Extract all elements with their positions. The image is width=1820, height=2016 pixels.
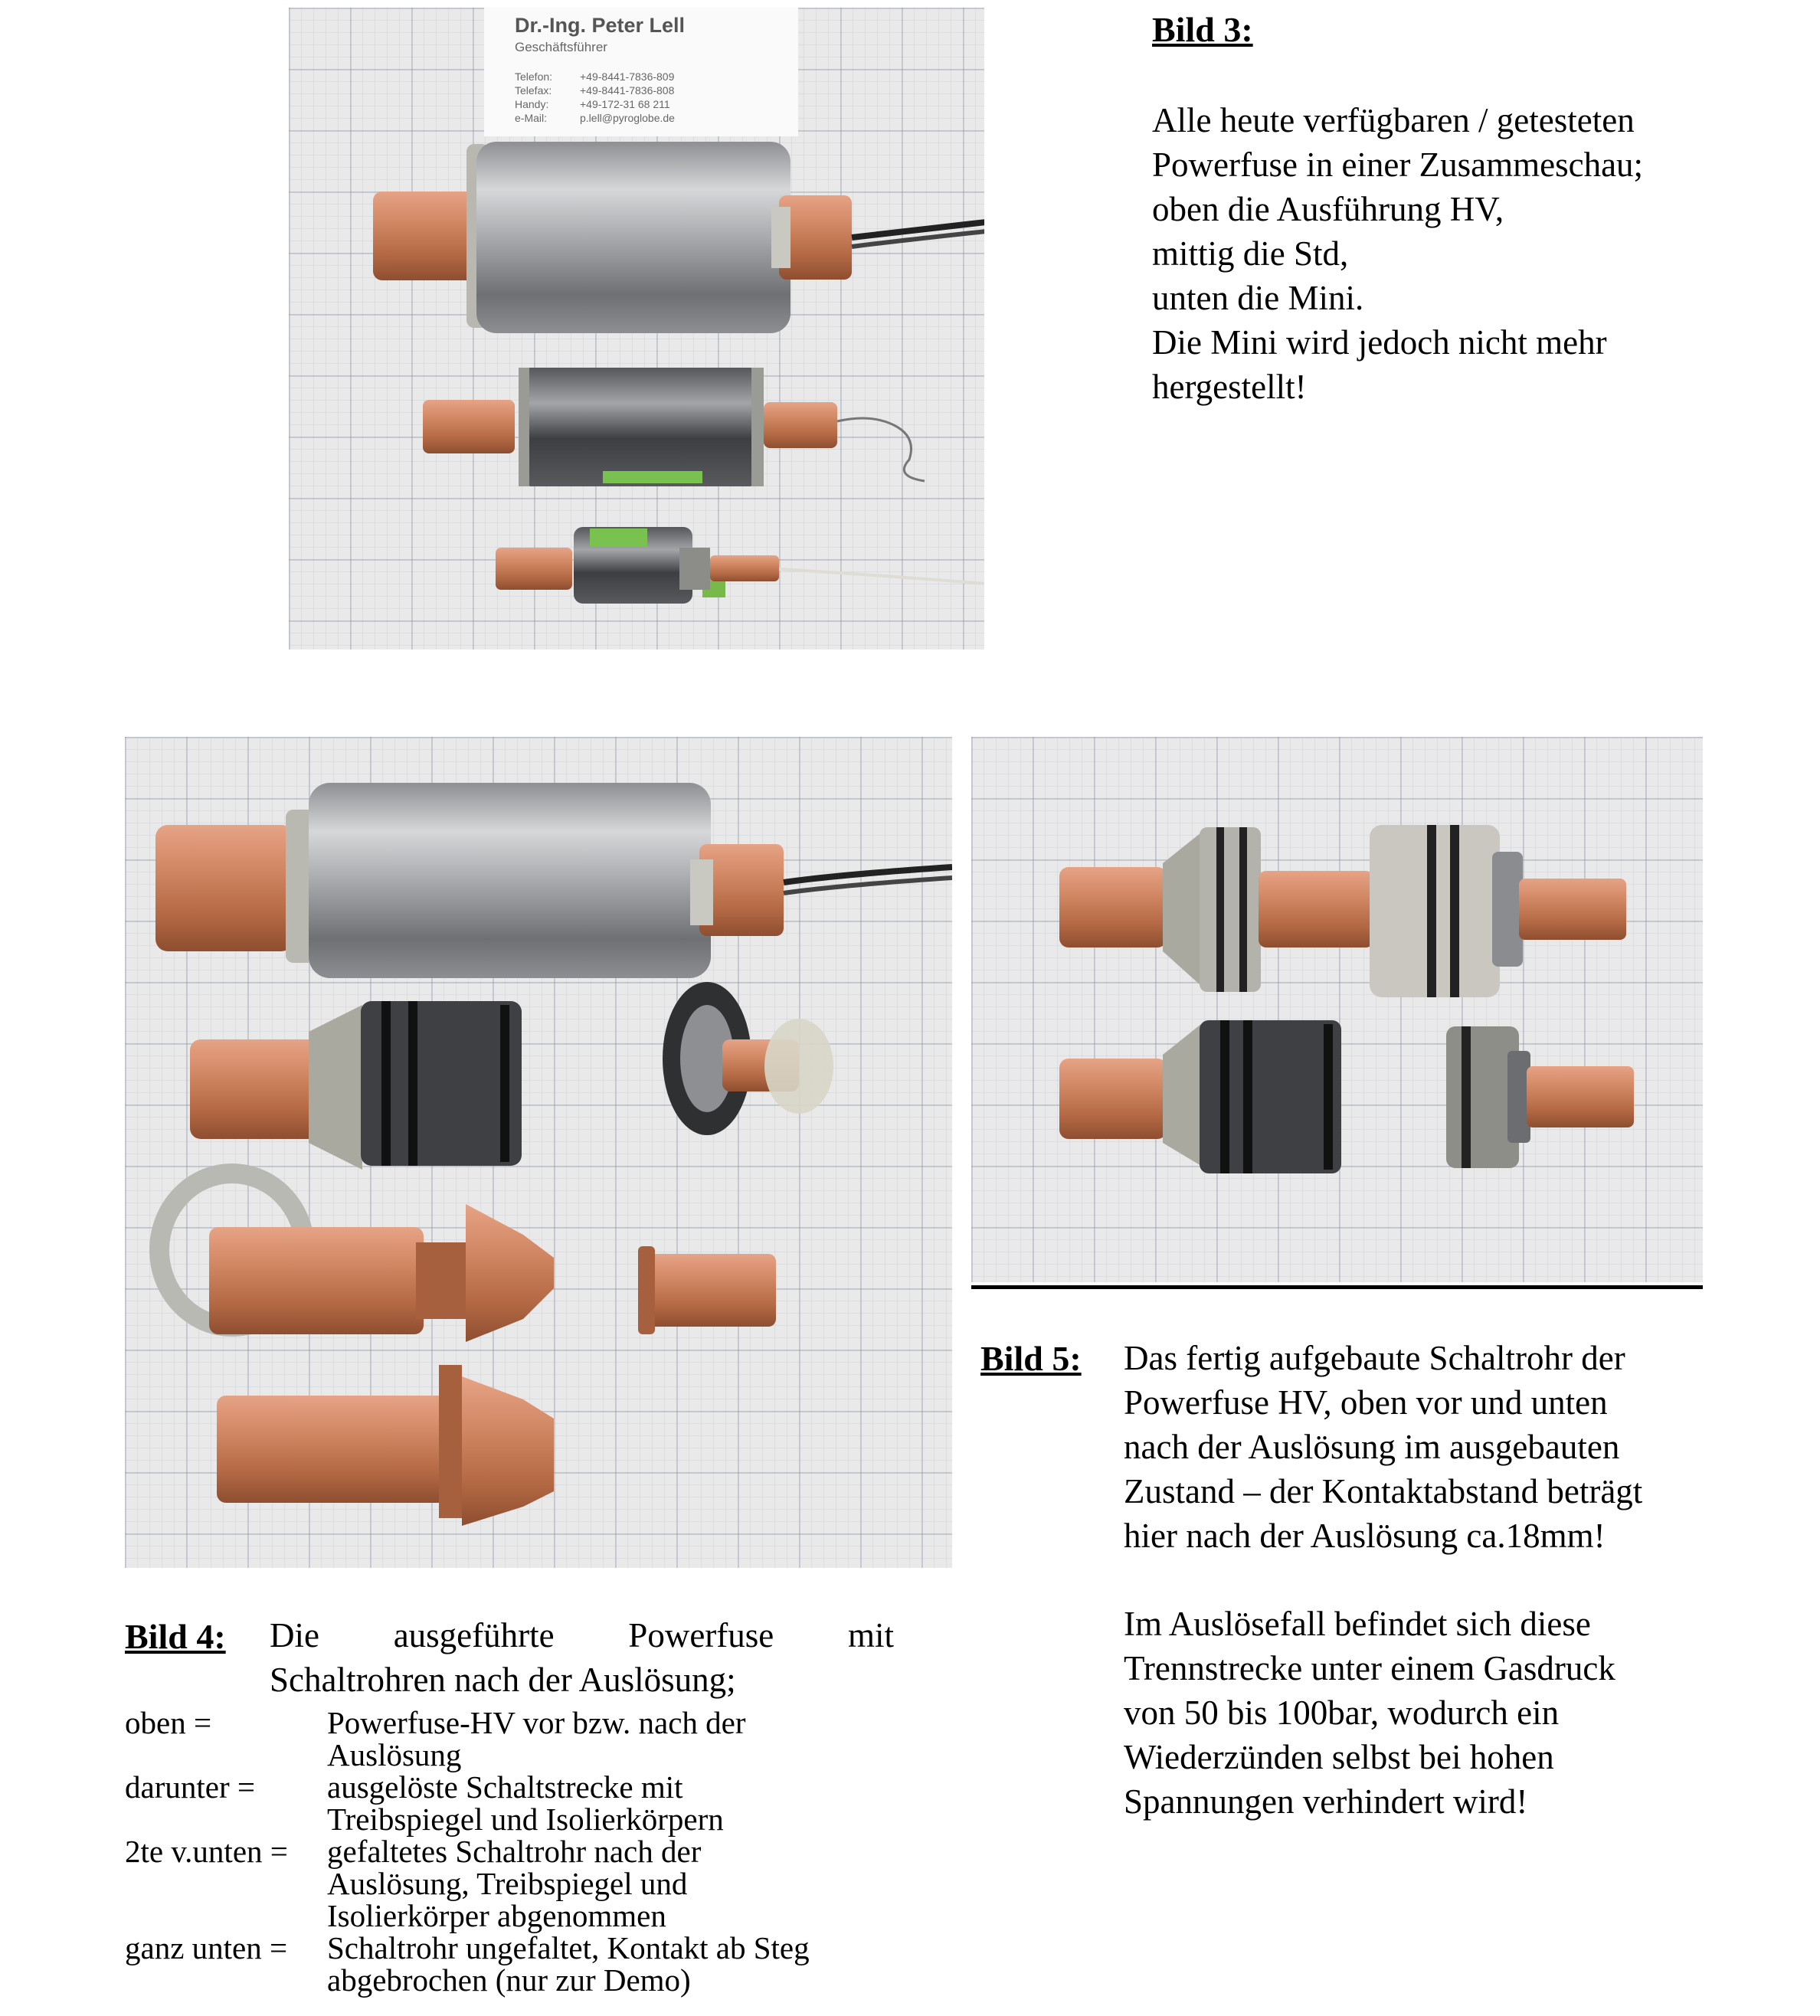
card-label: Handy: <box>515 98 549 110</box>
caption-line: nach der Auslösung im ausgebauten <box>1124 1428 1620 1466</box>
caption-line: mittig die Std, <box>1152 234 1349 273</box>
caption-line: oben die Ausführung HV, <box>1152 190 1504 228</box>
caption-line: von 50 bis 100bar, wodurch ein <box>1124 1694 1560 1732</box>
caption-line: Die Mini wird jedoch nicht mehr <box>1152 323 1607 362</box>
card-value: +49-8441-7836-808 <box>580 84 675 97</box>
bild4-intro-line1 <box>270 1613 894 1658</box>
bild4-term: ganz unten = <box>125 1930 288 1965</box>
business-card <box>484 8 798 136</box>
caption-line: Das fertig aufgebaute Schaltrohr der <box>1124 1339 1625 1377</box>
bild4-intro-line2: Schaltrohren nach der Auslösung; <box>270 1661 736 1699</box>
card-value: +49-8441-7836-809 <box>580 70 675 83</box>
bild5-heading: Bild 5: <box>980 1339 1082 1378</box>
caption-line: hergestellt! <box>1152 368 1307 406</box>
card-label: Telefon: <box>515 70 553 83</box>
bild4-term: 2te v.unten = <box>125 1834 288 1869</box>
bild4-photo <box>125 737 952 1568</box>
bild4-heading: Bild 4: <box>125 1617 226 1656</box>
intro-word: Powerfuse <box>628 1616 774 1654</box>
intro-word: mit <box>847 1616 894 1654</box>
caption-line: hier nach der Auslösung ca.18mm! <box>1124 1517 1606 1555</box>
caption-line: Powerfuse in einer Zusammeschau; <box>1152 146 1644 184</box>
caption-line: Spannungen verhindert wird! <box>1124 1782 1528 1821</box>
bild5-tubes-illustration <box>971 737 1703 1282</box>
bild5-para1 <box>1124 1336 1642 1558</box>
caption-line: Wiederzünden selbst bei hohen <box>1124 1738 1554 1776</box>
caption-line: Zustand – der Kontaktabstand beträgt <box>1124 1472 1643 1510</box>
bild5-para2 <box>1124 1602 1615 1824</box>
caption-line: Alle heute verfügbaren / getesteten <box>1152 101 1635 139</box>
caption-line: Im Auslösefall befindet sich diese <box>1124 1605 1591 1643</box>
card-title: Geschäftsführer <box>515 40 607 54</box>
bild4-parts-illustration <box>125 737 952 1568</box>
bild4-desc: gefaltetes Schaltrohr nach der Auslösung, Treibspiegel und Isolierkörper abgenommen <box>327 1834 702 1933</box>
intro-word: ausgeführte <box>393 1616 555 1654</box>
bild4-desc: ausgelöste Schaltstrecke mit Treibspiegel und Isolierkörpern <box>327 1769 724 1837</box>
card-value: p.lell@pyroglobe.de <box>580 112 675 124</box>
bild4-term: oben = <box>125 1705 212 1740</box>
caption-line: Trennstrecke unter einem Gasdruck <box>1124 1649 1615 1687</box>
card-name: Dr.-Ing. Peter Lell <box>515 14 686 37</box>
caption-line: Powerfuse HV, oben vor und unten <box>1124 1383 1608 1422</box>
bild3-heading: Bild 3: <box>1152 10 1253 49</box>
caption-line: unten die Mini. <box>1152 279 1364 317</box>
card-label: e-Mail: <box>515 112 548 124</box>
bild3-photo <box>289 8 984 650</box>
card-value: +49-172-31 68 211 <box>580 98 670 110</box>
bild3-caption <box>1152 98 1643 409</box>
intro-word: Die <box>270 1616 319 1654</box>
bild4-desc: Schaltrohr ungefaltet, Kontakt ab Steg abgebrochen (nur zur Demo) <box>327 1930 810 1998</box>
bild4-desc: Powerfuse-HV vor bzw. nach der Auslösung <box>327 1705 746 1772</box>
card-label: Telefax: <box>515 84 552 97</box>
bild5-photo <box>971 737 1703 1282</box>
bild4-term: darunter = <box>125 1769 255 1805</box>
bild5-divider <box>971 1285 1703 1289</box>
